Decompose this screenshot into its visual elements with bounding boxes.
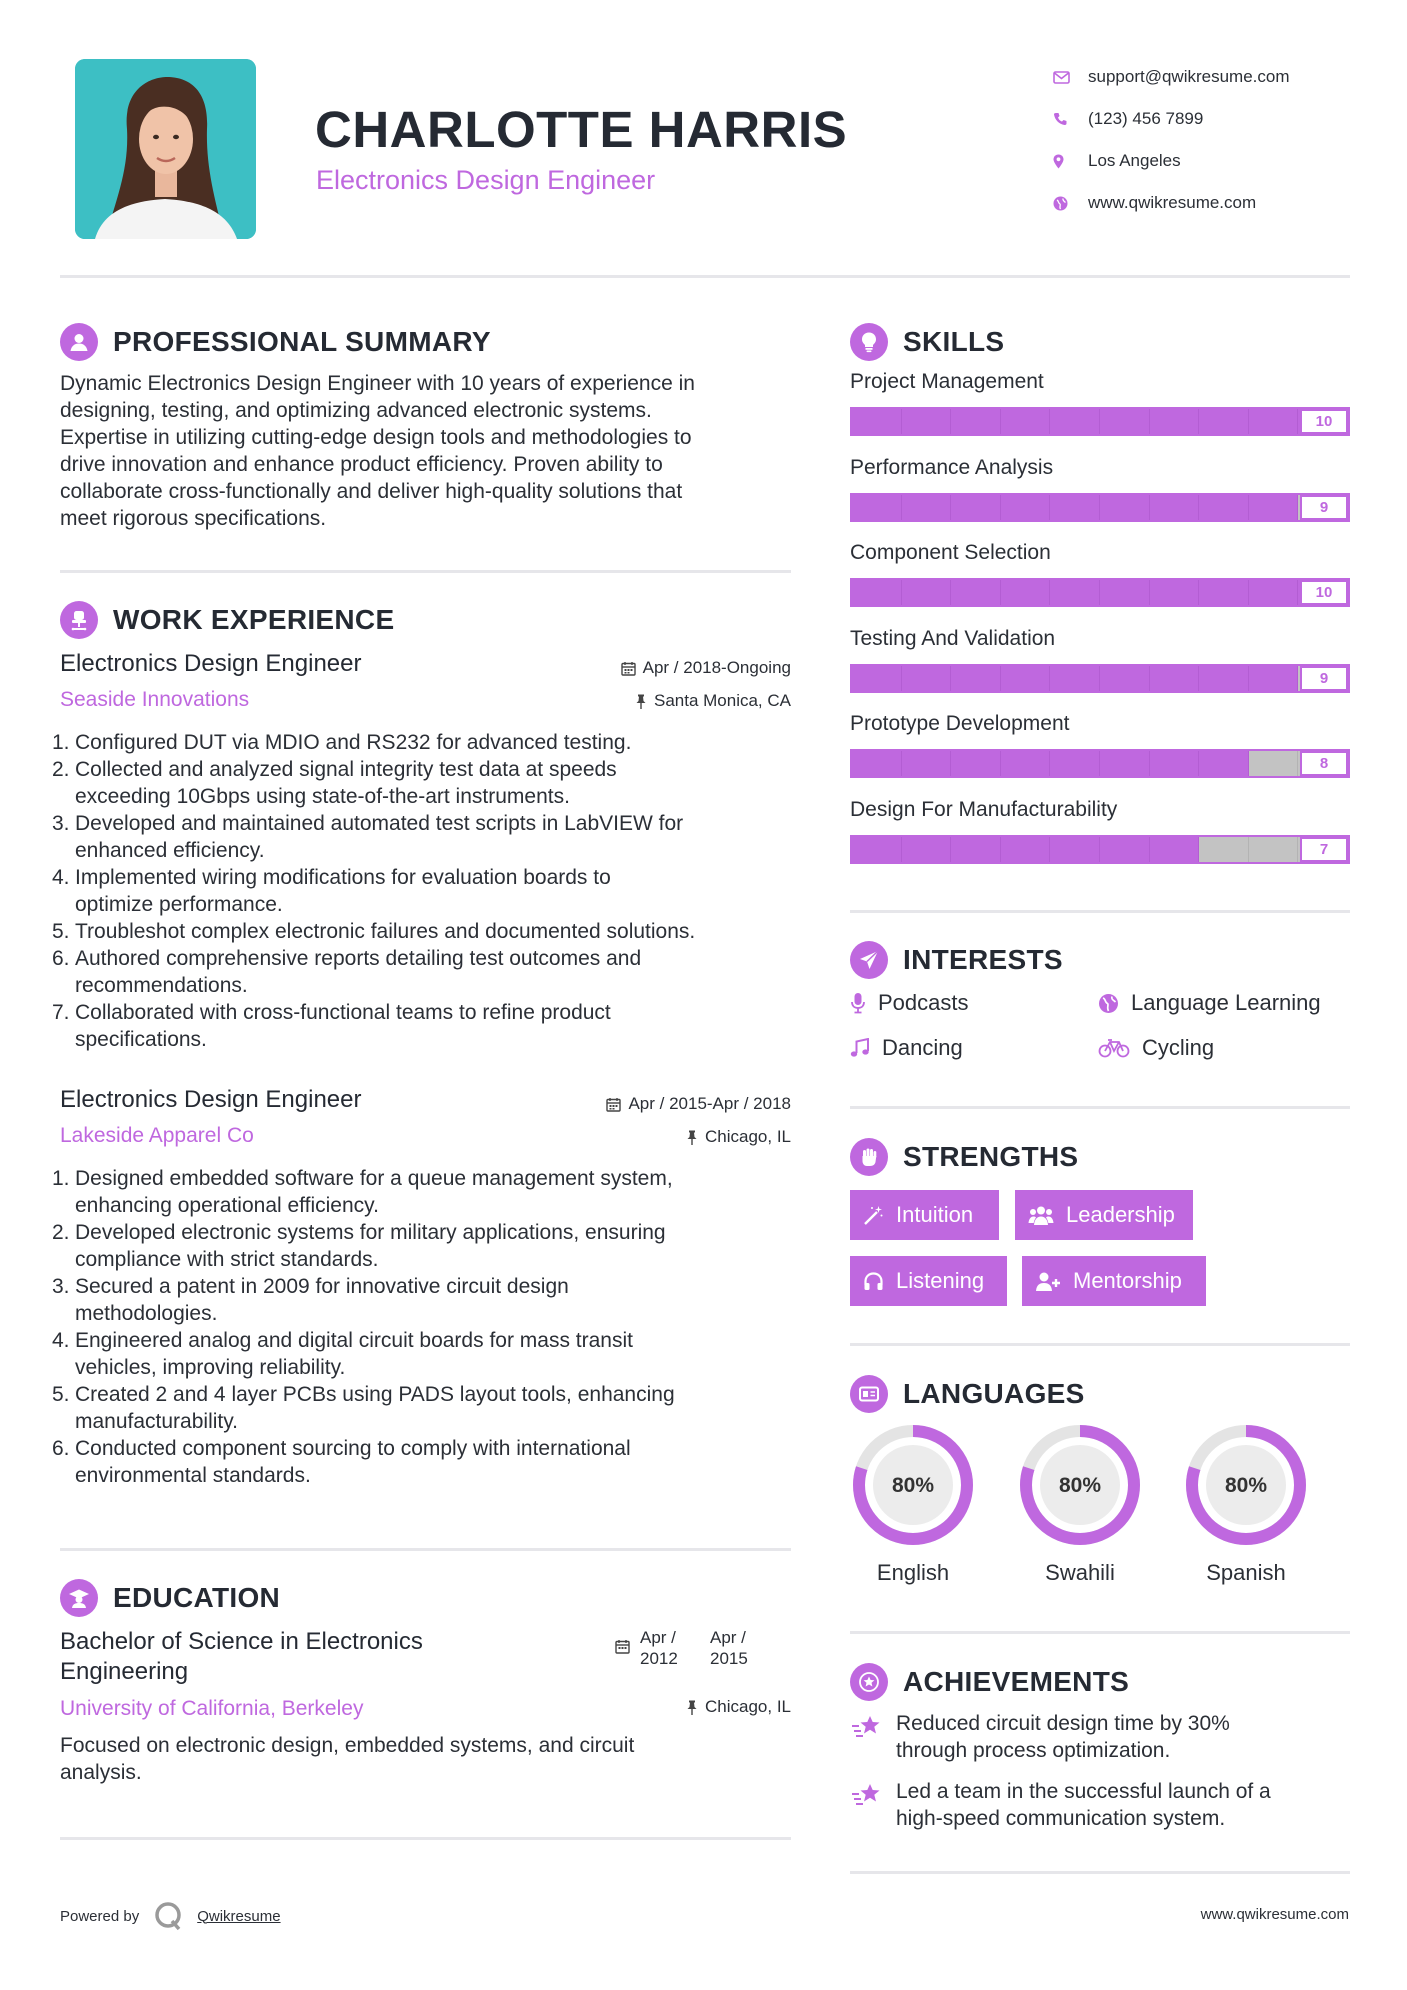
skills-title: SKILLS xyxy=(903,326,1005,357)
experience-heading xyxy=(60,601,394,639)
contact-phone[interactable] xyxy=(1050,98,1370,140)
shooting-star-icon xyxy=(850,1780,884,1808)
achievements-heading xyxy=(850,1663,1129,1701)
list-item: 5. Created 2 and 4 layer PCBs using PADS layout tools, enhancing manufacturability. xyxy=(52,1383,675,1433)
achievements-title: ACHIEVEMENTS xyxy=(903,1666,1130,1697)
skill-score: 9 xyxy=(1300,666,1348,691)
job-location xyxy=(560,1127,791,1147)
job-company: Lakeside Apparel Co xyxy=(60,1124,254,1147)
skill-bar-segment xyxy=(902,495,952,520)
skill-bar-segment xyxy=(1100,666,1150,691)
strength-chip-mentorship xyxy=(1022,1256,1206,1306)
skill-name: Design For Manufacturability xyxy=(850,797,1118,821)
job-location xyxy=(560,691,791,711)
list-item: 6. Conducted component sourcing to comply with international environmental standards. xyxy=(52,1437,631,1487)
skill-score: 10 xyxy=(1300,409,1348,434)
job-company: Seaside Innovations xyxy=(60,688,250,711)
skill-level-bar xyxy=(850,835,1350,864)
language-ring xyxy=(1017,1422,1143,1553)
bicycle-icon xyxy=(1098,1038,1130,1058)
education-divider xyxy=(60,1837,791,1840)
calendar-icon xyxy=(621,661,636,676)
calendar-icon xyxy=(615,1639,630,1654)
skill-level-bar xyxy=(850,664,1350,693)
job-date-text: Apr / 2018-Ongoing xyxy=(642,658,791,677)
summary-line: collaborate cross-functionally and deliver high-quality solutions that xyxy=(60,480,683,503)
skill-bar-segment xyxy=(1249,409,1299,434)
skill-bar-segment xyxy=(1150,409,1200,434)
skill-bar-segment xyxy=(951,495,1001,520)
job-title: Electronics Design Engineer xyxy=(60,1086,362,1113)
summary-line: Expertise in utilizing cutting-edge design tools and methodologies to xyxy=(60,426,692,449)
qwikresume-link[interactable]: Qwikresume xyxy=(197,1907,281,1925)
summary-line: drive innovation and enhance product efficiency. Proven ability to xyxy=(60,453,663,476)
skill-bar-segment xyxy=(1249,837,1299,862)
school-name: University of California, Berkeley xyxy=(60,1697,364,1720)
contact-email[interactable] xyxy=(1050,56,1370,98)
briefcase-chair-icon xyxy=(60,601,98,639)
microphone-icon xyxy=(850,992,866,1014)
skill-level-bar xyxy=(850,407,1350,436)
skill-bar-segment xyxy=(1150,666,1200,691)
summary-heading xyxy=(60,323,491,361)
graduate-icon xyxy=(60,1579,98,1617)
skill-bar-segment xyxy=(1150,580,1200,605)
skill-bar-segment xyxy=(1050,751,1100,776)
education-dates xyxy=(615,1627,748,1669)
profile-portrait-icon xyxy=(75,59,256,239)
skill-level-bar xyxy=(850,749,1350,778)
skill-bar-segment xyxy=(852,409,902,434)
summary-title: PROFESSIONAL SUMMARY xyxy=(113,326,491,357)
skill-bar-segment xyxy=(902,751,952,776)
interest-label: Dancing xyxy=(882,1035,963,1060)
job-date-text: Apr / 2015-Apr / 2018 xyxy=(628,1094,791,1113)
pushpin-icon xyxy=(686,1130,698,1145)
globe-icon xyxy=(1098,993,1119,1014)
education-location-text: Chicago, IL xyxy=(705,1697,791,1716)
language-percent: 80% xyxy=(1058,1474,1102,1497)
skill-bar-segment xyxy=(1001,580,1051,605)
contact-location-text: Los Angeles xyxy=(1088,151,1181,170)
summary-divider xyxy=(60,570,791,573)
list-item: 4. Implemented wiring modifications for evaluation boards to optimize performance. xyxy=(52,866,611,916)
skills-divider xyxy=(850,910,1350,913)
strength-chip-leadership xyxy=(1015,1190,1193,1240)
skill-level-bar xyxy=(850,578,1350,607)
skill-bar-segment xyxy=(1199,580,1249,605)
education-end: Apr / 2015 xyxy=(710,1628,748,1668)
skill-bar-segment xyxy=(1199,495,1249,520)
skill-bar-segment xyxy=(1001,837,1051,862)
language-ring xyxy=(1183,1422,1309,1553)
skill-bar-segment xyxy=(1199,409,1249,434)
skill-score: 8 xyxy=(1300,751,1348,776)
footer-website[interactable]: www.qwikresume.com xyxy=(1200,1906,1349,1923)
skill-bar-segment xyxy=(852,495,902,520)
skill-bar-segment xyxy=(1050,580,1100,605)
skill-bar-segment xyxy=(1249,751,1299,776)
achievement-item: Reduced circuit design time by 30% through process optimization. xyxy=(850,1710,1350,1764)
skill-bar-segment xyxy=(852,837,902,862)
job-title: Electronics Design Engineer xyxy=(60,650,362,677)
star-badge-icon xyxy=(850,1663,888,1701)
headphones-icon xyxy=(863,1271,884,1292)
magic-wand-icon xyxy=(863,1205,884,1226)
contact-phone-text: (123) 456 7899 xyxy=(1088,109,1204,128)
header-divider xyxy=(60,275,1350,278)
languages-heading xyxy=(850,1375,1085,1413)
envelope-icon xyxy=(1050,71,1088,84)
skill-bar-segment xyxy=(1050,409,1100,434)
pushpin-icon xyxy=(686,1700,698,1715)
list-item: 7. Collaborated with cross-functional teams to refine product specifications. xyxy=(52,1001,611,1051)
languages-divider xyxy=(850,1631,1350,1634)
powered-by-text: Powered by xyxy=(60,1907,140,1925)
strength-label: Listening xyxy=(896,1268,985,1293)
degree-title xyxy=(60,1627,423,1687)
lightbulb-icon xyxy=(850,323,888,361)
strength-label: Mentorship xyxy=(1073,1268,1182,1293)
skill-bar-segment xyxy=(1001,409,1051,434)
job-date xyxy=(540,1094,791,1114)
skill-bar-segment xyxy=(1001,495,1051,520)
skill-bar-segment xyxy=(951,751,1001,776)
language-percent: 80% xyxy=(1224,1474,1268,1497)
skill-bar-segment xyxy=(902,580,952,605)
shooting-star-icon xyxy=(850,1712,884,1740)
list-item: 2. Collected and analyzed signal integrity test data at speeds exceeding 10Gbps using state-of-the-art instruments. xyxy=(52,758,617,808)
user-icon xyxy=(60,323,98,361)
translate-card-icon xyxy=(850,1375,888,1413)
skill-bar-segment xyxy=(1100,751,1150,776)
music-note-icon xyxy=(850,1038,870,1059)
degree-line: Engineering xyxy=(60,1658,189,1685)
strengths-divider xyxy=(850,1343,1350,1346)
skill-score: 10 xyxy=(1300,580,1348,605)
contact-website[interactable] xyxy=(1050,182,1370,224)
job-date xyxy=(560,658,791,678)
achievements-divider xyxy=(850,1871,1350,1874)
education-location xyxy=(560,1697,791,1717)
skill-bar-segment xyxy=(1100,409,1150,434)
candidate-role: Electronics Design Engineer xyxy=(316,165,656,195)
interest-cycling xyxy=(1098,1035,1214,1061)
footer-powered-by xyxy=(60,1900,281,1932)
skill-level-bar xyxy=(850,493,1350,522)
skill-bar-segment xyxy=(951,580,1001,605)
globe-icon xyxy=(1050,196,1088,211)
list-item: 4. Engineered analog and digital circuit boards for mass transit vehicles, improving reliability. xyxy=(52,1329,633,1379)
interests-divider xyxy=(850,1106,1350,1109)
skill-bar-segment xyxy=(1199,751,1249,776)
interest-podcasts xyxy=(850,990,969,1016)
skill-bar-segment xyxy=(1199,837,1249,862)
skill-name: Testing And Validation xyxy=(850,626,1056,650)
interest-label: Cycling xyxy=(1142,1035,1215,1060)
skill-bar-segment xyxy=(852,580,902,605)
skill-bar-segment xyxy=(1001,666,1051,691)
education-start: Apr / 2012 xyxy=(640,1628,678,1668)
experience-divider xyxy=(60,1548,791,1551)
list-item: 1. Configured DUT via MDIO and RS232 for advanced testing. xyxy=(52,731,632,754)
strength-label: Intuition xyxy=(896,1202,974,1227)
list-item: 3. Developed and maintained automated test scripts in LabVIEW for enhanced efficiency. xyxy=(52,812,684,862)
skill-bar-segment xyxy=(1050,495,1100,520)
summary-line: meet rigorous specifications. xyxy=(60,507,327,530)
skill-bar-segment xyxy=(1050,666,1100,691)
job-location-text: Chicago, IL xyxy=(705,1127,791,1146)
skill-name: Project Management xyxy=(850,370,1044,393)
languages-title: LANGUAGES xyxy=(903,1378,1085,1409)
paper-plane-icon xyxy=(850,941,888,979)
language-ring xyxy=(850,1422,976,1553)
skill-bar-segment xyxy=(1150,495,1200,520)
skill-bar-segment xyxy=(1100,580,1150,605)
list-item: 2. Developed electronic systems for military applications, ensuring compliance with strict standards. xyxy=(52,1221,666,1271)
education-title: EDUCATION xyxy=(113,1582,281,1613)
language-name: Spanish xyxy=(1206,1560,1286,1585)
experience-title: WORK EXPERIENCE xyxy=(113,604,395,635)
skill-bar-segment xyxy=(1249,495,1299,520)
skill-bar-segment xyxy=(1001,751,1051,776)
job-responsibilities xyxy=(52,729,812,1053)
strengths-heading xyxy=(850,1138,1078,1176)
strength-label: Leadership xyxy=(1066,1202,1175,1227)
calendar-icon xyxy=(606,1097,621,1112)
summary-text xyxy=(60,370,800,532)
summary-line: Dynamic Electronics Design Engineer with 10 years of experience in xyxy=(60,372,695,395)
contact-location xyxy=(1050,140,1370,182)
skill-score: 9 xyxy=(1300,495,1348,520)
interests-heading xyxy=(850,941,1063,979)
skill-bar-segment xyxy=(1100,495,1150,520)
skill-bar-segment xyxy=(951,409,1001,434)
users-icon xyxy=(1028,1205,1054,1226)
skill-bar-segment xyxy=(1249,580,1299,605)
user-plus-icon xyxy=(1035,1271,1061,1292)
summary-line: designing, testing, and optimizing advanced electronic systems. xyxy=(60,399,652,422)
skill-bar-segment xyxy=(1249,666,1299,691)
contact-website-text: www.qwikresume.com xyxy=(1088,193,1257,212)
contact-block xyxy=(1050,56,1370,224)
education-description: Focused on electronic design, embedded systems, and circuit analysis. xyxy=(60,1734,635,1784)
achievement-item: Led a team in the successful launch of a high-speed communication system. xyxy=(850,1778,1350,1832)
job-location-text: Santa Monica, CA xyxy=(653,691,791,710)
interest-label: Language Learning xyxy=(1131,990,1321,1015)
map-pin-icon xyxy=(1050,154,1088,169)
strengths-title: STRENGTHS xyxy=(903,1141,1079,1172)
strength-chip-intuition xyxy=(850,1190,999,1240)
interest-language-learning xyxy=(1098,990,1321,1016)
skill-bar-segment xyxy=(902,666,952,691)
interest-dancing xyxy=(850,1035,963,1061)
skill-bar-segment xyxy=(951,666,1001,691)
skill-name: Performance Analysis xyxy=(850,455,1054,479)
skill-bar-segment xyxy=(902,837,952,862)
profile-photo xyxy=(75,59,256,239)
education-heading xyxy=(60,1579,280,1617)
list-item: 5. Troubleshot complex electronic failures and documented solutions. xyxy=(52,920,696,943)
skill-bar-segment xyxy=(1150,751,1200,776)
skill-bar-segment xyxy=(902,409,952,434)
skill-bar-segment xyxy=(1100,837,1150,862)
skill-bar-segment xyxy=(951,837,1001,862)
strength-chip-listening xyxy=(850,1256,1007,1306)
skills-heading xyxy=(850,323,1004,361)
job-responsibilities xyxy=(52,1165,812,1489)
language-name: English xyxy=(876,1560,950,1585)
degree-line: Bachelor of Science in Electronics xyxy=(60,1628,423,1655)
skill-bar-segment xyxy=(852,751,902,776)
list-item: 6. Authored comprehensive reports detailing test outcomes and recommendations. xyxy=(52,947,642,997)
language-name: Swahili xyxy=(1045,1560,1115,1585)
qwikresume-logo-icon xyxy=(153,1900,185,1932)
skill-bar-segment xyxy=(1199,666,1249,691)
candidate-name: CHARLOTTE HARRIS xyxy=(315,101,848,158)
skill-bar-segment xyxy=(852,666,902,691)
list-item: 3. Secured a patent in 2009 for innovative circuit design methodologies. xyxy=(52,1275,569,1325)
skill-score: 7 xyxy=(1300,837,1348,862)
skill-name: Prototype Development xyxy=(850,712,1070,735)
interests-title: INTERESTS xyxy=(903,944,1063,975)
skill-bar-segment xyxy=(1150,837,1200,862)
interest-label: Podcasts xyxy=(878,990,969,1015)
list-item: 1. Designed embedded software for a queue management system, enhancing operational efficiency. xyxy=(52,1167,673,1217)
skill-name: Component Selection xyxy=(850,541,1051,564)
pushpin-icon xyxy=(635,694,647,709)
language-percent: 80% xyxy=(891,1474,935,1497)
fist-icon xyxy=(850,1138,888,1176)
contact-email-text: support@qwikresume.com xyxy=(1088,67,1290,86)
phone-icon xyxy=(1050,112,1088,126)
skill-bar-segment xyxy=(1050,837,1100,862)
